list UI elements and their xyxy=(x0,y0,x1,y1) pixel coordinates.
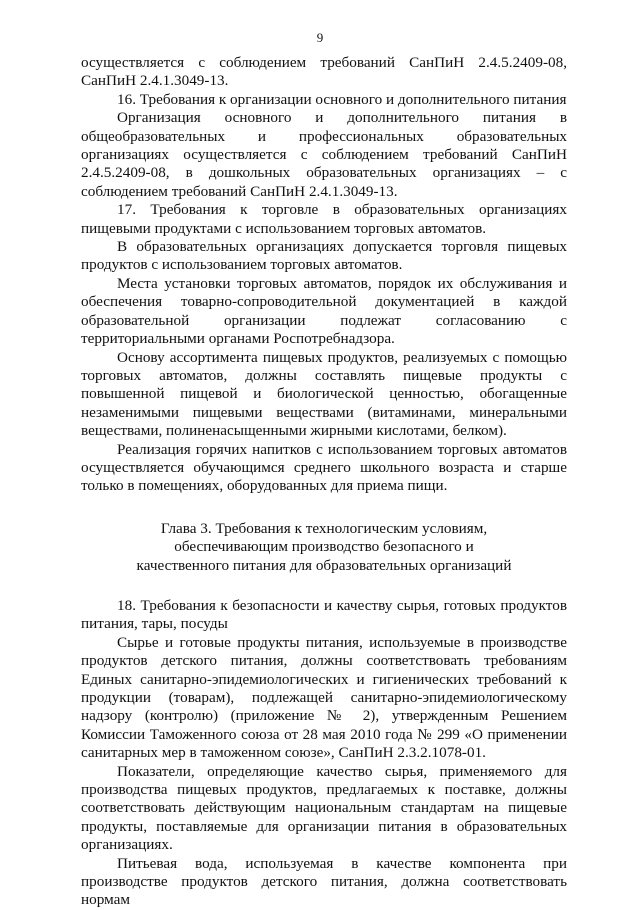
section-18-heading: 18. Требования к безопасности и качеству сырья, готовых продуктов питания, тары, посуды xyxy=(81,596,567,633)
paragraph: Реализация горячих напитков с использованием торговых автоматов осуществляется обучающимся среднего школьного возраста и старше только в помещениях, оборудованных для приема пищи. xyxy=(81,440,567,495)
chapter-heading-line: качественного питания для образовательных организаций xyxy=(136,556,512,574)
section-16-heading: 16. Требования к организации основного и дополнительного питания xyxy=(117,90,567,108)
paragraph: Основу ассортимента пищевых продуктов, реализуемых с помощью торговых автоматов, должны составлять пищевые продукты с повышенной пищевой и биологической ценностью, обогащенные незаменимыми пищевыми веществами (витаминами, минеральными веществами, полиненасыщенными жирными кислотами, белком). xyxy=(81,348,567,440)
paragraph: В образовательных организациях допускается торговля пищевых продуктов с использованием торговых автоматов. xyxy=(81,238,567,274)
document-body xyxy=(81,54,567,910)
chapter-heading-line: Глава 3. Требования к технологическим условиям, xyxy=(160,519,488,537)
paragraph: Организация основного и дополнительного питания в общеобразовательных и профессиональных образовательных организациях осуществляется с соблюдением требований СанПиН 2.4.5.2409-08, в дошкольных образовательных организациях – с соблюдением требований СанПиН 2.4.1.3049-13. xyxy=(81,109,567,200)
section-17-heading: 17. Требования к торговле в образовательных организациях пищевыми продуктами с использованием торговых автоматов. xyxy=(81,201,567,237)
page-number: 9 xyxy=(316,30,324,45)
chapter-heading xyxy=(81,520,567,575)
paragraph: Сырье и готовые продукты питания, используемые в производстве продуктов детского питания, должны соответствовать требованиям Единых санитарно-эпидемиологических и гигиенических требований к продукции (товарам), подлежащей санитарно-эпидемиологическому надзору (контролю) (приложение № 2), утвержденным Решением Комиссии Таможенного союза от 28 мая 2010 года № 299 «О применении санитарных мер в таможенном союзе», СанПиН 2.3.2.1078-01. xyxy=(81,633,567,762)
paragraph: Места установки торговых автоматов, порядок их обслуживания и обеспечения товарно-сопроводительной документацией в каждой образовательной организации подлежат согласованию с территориальными органами Роспотребнадзора. xyxy=(81,274,567,348)
paragraph: осуществляется с соблюдением требований СанПиН 2.4.5.2409-08, СанПиН 2.4.1.3049-13. xyxy=(81,54,567,90)
chapter-heading-line: обеспечивающим производство безопасного и xyxy=(174,538,474,556)
paragraph: Питьевая вода, используемая в качестве компонента при производстве продуктов детского питания, должна соответствовать нормам xyxy=(81,854,567,909)
paragraph: Показатели, определяющие качество сырья, применяемого для производства пищевых продуктов, предлагаемых к поставке, должны соответствовать действующим национальным стандартам на пищевые продукты, поставляемые для организации питания в образовательных организациях. xyxy=(81,762,567,854)
